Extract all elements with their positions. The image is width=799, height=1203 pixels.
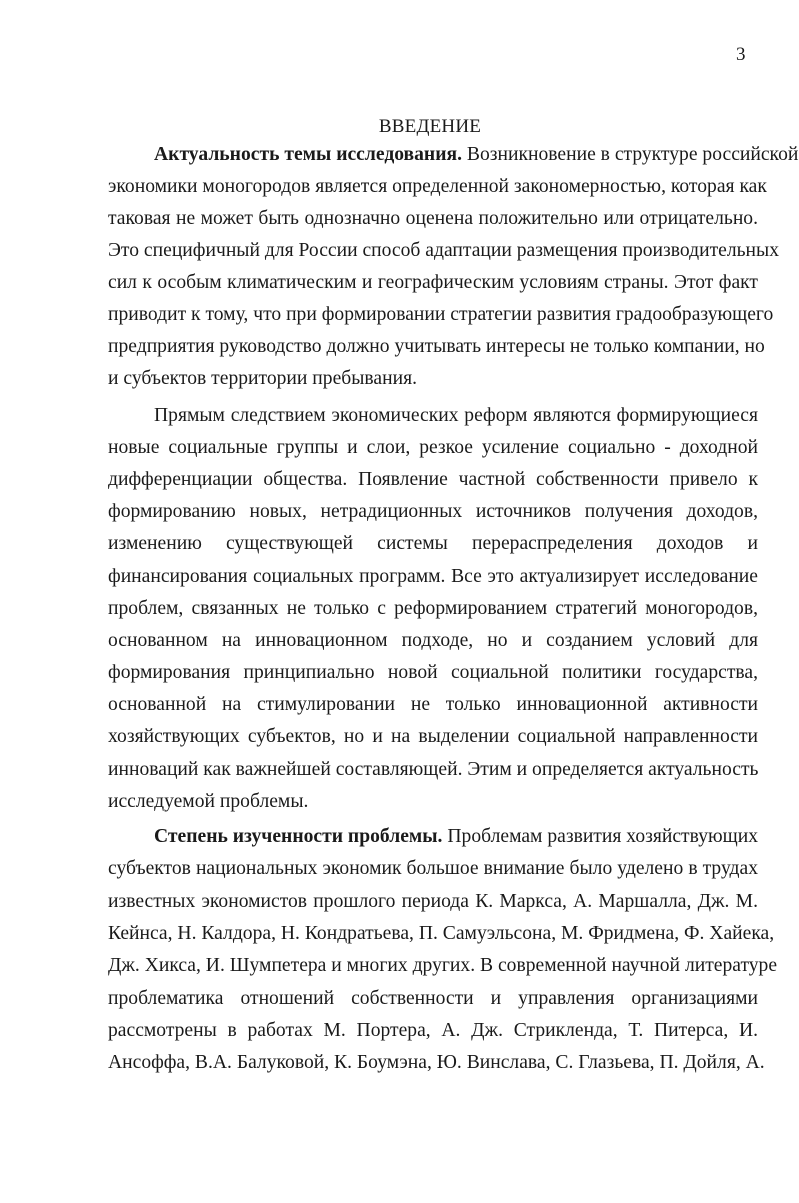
text-line: дифференциации общества. Появление частной собственности привело к [108, 469, 758, 490]
text-line: формированию новых, нетрадиционных источников получения доходов, [108, 501, 758, 522]
text-line: Дж. Хикса, И. Шумпетера и многих других. В современной научной литературе [108, 955, 778, 976]
text-line: проблематика отношений собственности и управления организациями [108, 988, 758, 1009]
text-line: предприятия руководство должно учитывать интересы не только компании, но [108, 336, 765, 357]
text-line: сил к особым климатическим и географическим условиям страны. Этот факт [108, 272, 758, 293]
text-line: финансирования социальных программ. Все это актуализирует исследование [108, 566, 758, 587]
text-line: Кейнса, Н. Калдора, Н. Кондратьева, П. Самуэльсона, М. Фридмена, Ф. Хайека, [108, 923, 775, 944]
page-title: ВВЕДЕНИЕ [378, 116, 482, 137]
text-line: известных экономистов прошлого периода К. Маркса, А. Маршалла, Дж. М. [108, 891, 758, 912]
text-line: субъектов национальных экономик большое внимание было уделено в трудах [108, 858, 758, 879]
paragraph-lead: Актуальность темы исследования. [154, 144, 462, 165]
text-line: приводит к тому, что при формировании стратегии развития градообразующего [108, 304, 774, 325]
text-line: основанном на инновационном подходе, но и созданием условий для [108, 630, 758, 651]
text-line: экономики моногородов является определенной закономерностью, которая как [108, 176, 767, 197]
text-line: формирования принципиально новой социальной политики государства, [108, 662, 758, 683]
text-line: инноваций как важнейшей составляющей. Этим и определяется актуальность [108, 759, 759, 780]
text-line: проблем, связанных не только с реформированием стратегий моногородов, [108, 598, 758, 619]
text-line: основанной на стимулировании не только инновационной активности [108, 694, 758, 715]
text-line: Степень изученности проблемы. Проблемам развития хозяйствующих [154, 826, 758, 847]
text-line: рассмотрены в работах М. Портера, А. Дж. Стрикленда, Т. Питерса, И. [108, 1020, 758, 1041]
text-line: Актуальность темы исследования. Возникновение в структуре российской [154, 144, 799, 165]
text-line: таковая не может быть однозначно оценена положительно или отрицательно. [108, 208, 758, 229]
text-line: хозяйствующих субъектов, но и на выделении социальной направленности [108, 726, 758, 747]
text-line: Ансоффа, В.А. Балуковой, К. Боумэна, Ю. Винслава, С. Глазьева, П. Дойля, А. [108, 1052, 765, 1073]
text-line: Это специфичный для России способ адаптации размещения производительных [108, 240, 779, 261]
text-line: изменению существующей системы перераспределения доходов и [108, 533, 758, 554]
page-number: 3 [736, 44, 746, 65]
text-line: и субъектов территории пребывания. [108, 368, 417, 389]
paragraph-lead: Степень изученности проблемы. [154, 826, 443, 847]
text-line: исследуемой проблемы. [108, 791, 309, 812]
text-line: новые социальные группы и слои, резкое усиление социально - доходной [108, 437, 758, 458]
text-line: Прямым следствием экономических реформ являются формирующиеся [154, 405, 758, 426]
